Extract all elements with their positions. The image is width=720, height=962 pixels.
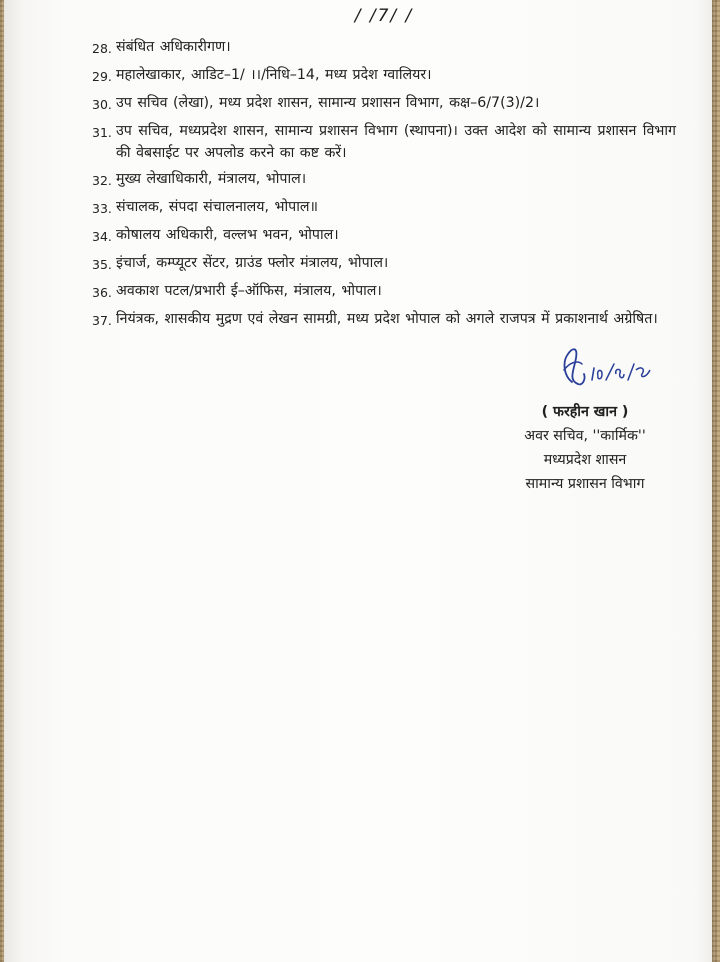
list-item (92, 120, 676, 164)
item-text: अवकाश पटल/प्रभारी ई–ऑफिस, मंत्रालय, भोपाल। (116, 283, 382, 299)
distribution-list (92, 36, 676, 336)
page-number: / /7/ / (354, 6, 414, 26)
document-page (4, 0, 712, 962)
signatory-designation: अवर सचिव, ''कार्मिक'' (524, 428, 646, 444)
list-item (92, 168, 676, 192)
signatory-name: ( फरहीन खान ) (541, 404, 629, 420)
item-text: उप सचिव (लेखा), मध्य प्रदेश शासन, सामान्य प्रशासन विभाग, कक्ष–6/7(3)/2। (116, 95, 540, 111)
list-item (92, 308, 676, 332)
item-number: 37. (92, 313, 112, 328)
item-number: 34. (92, 229, 112, 244)
signatory-department: सामान्य प्रशासन विभाग (525, 476, 645, 492)
item-number: 29. (92, 69, 112, 84)
item-number: 30. (92, 97, 112, 112)
list-item (92, 196, 676, 220)
signature-block (496, 400, 674, 496)
list-item (92, 92, 676, 116)
item-number: 33. (92, 201, 112, 216)
list-item (92, 280, 676, 304)
signatory-government: मध्यप्रदेश शासन (543, 452, 627, 468)
signature-icon (542, 340, 662, 400)
handwritten-signature (542, 340, 662, 400)
item-text: संचालक, संपदा संचालनालय, भोपाल॥ (116, 199, 318, 215)
item-text: संबंधित अधिकारीगण। (116, 39, 231, 55)
item-number: 36. (92, 285, 112, 300)
item-number: 32. (92, 173, 112, 188)
item-text: इंचार्ज, कम्प्यूटर सेंटर, ग्राउंड फ्लोर मंत्रालय, भोपाल। (116, 255, 389, 271)
item-text: मुख्य लेखाधिकारी, मंत्रालय, भोपाल। (116, 171, 307, 187)
item-number: 35. (92, 257, 112, 272)
item-number: 31. (92, 125, 112, 140)
item-text: कोषालय अधिकारी, वल्लभ भवन, भोपाल। (116, 227, 339, 243)
item-text: नियंत्रक, शासकीय मुद्रण एवं लेखन सामग्री, मध्य प्रदेश भोपाल को अगले राजपत्र में प्रकाशनार्थ अग्रेषित। (116, 311, 658, 327)
item-number: 28. (92, 41, 112, 56)
list-item (92, 252, 676, 276)
item-text: महालेखाकार, आडिट–1/ ।।/निधि–14, मध्य प्रदेश ग्वालियर। (116, 67, 432, 83)
list-item (92, 64, 676, 88)
list-item (92, 224, 676, 248)
item-text: उप सचिव, मध्यप्रदेश शासन, सामान्य प्रशासन विभाग (स्थापना)। उक्त आदेश को सामान्य प्रशासन विभाग की वेबसाईट पर अपलोड करने का कष्ट करें। (116, 123, 676, 161)
list-item (92, 36, 676, 60)
